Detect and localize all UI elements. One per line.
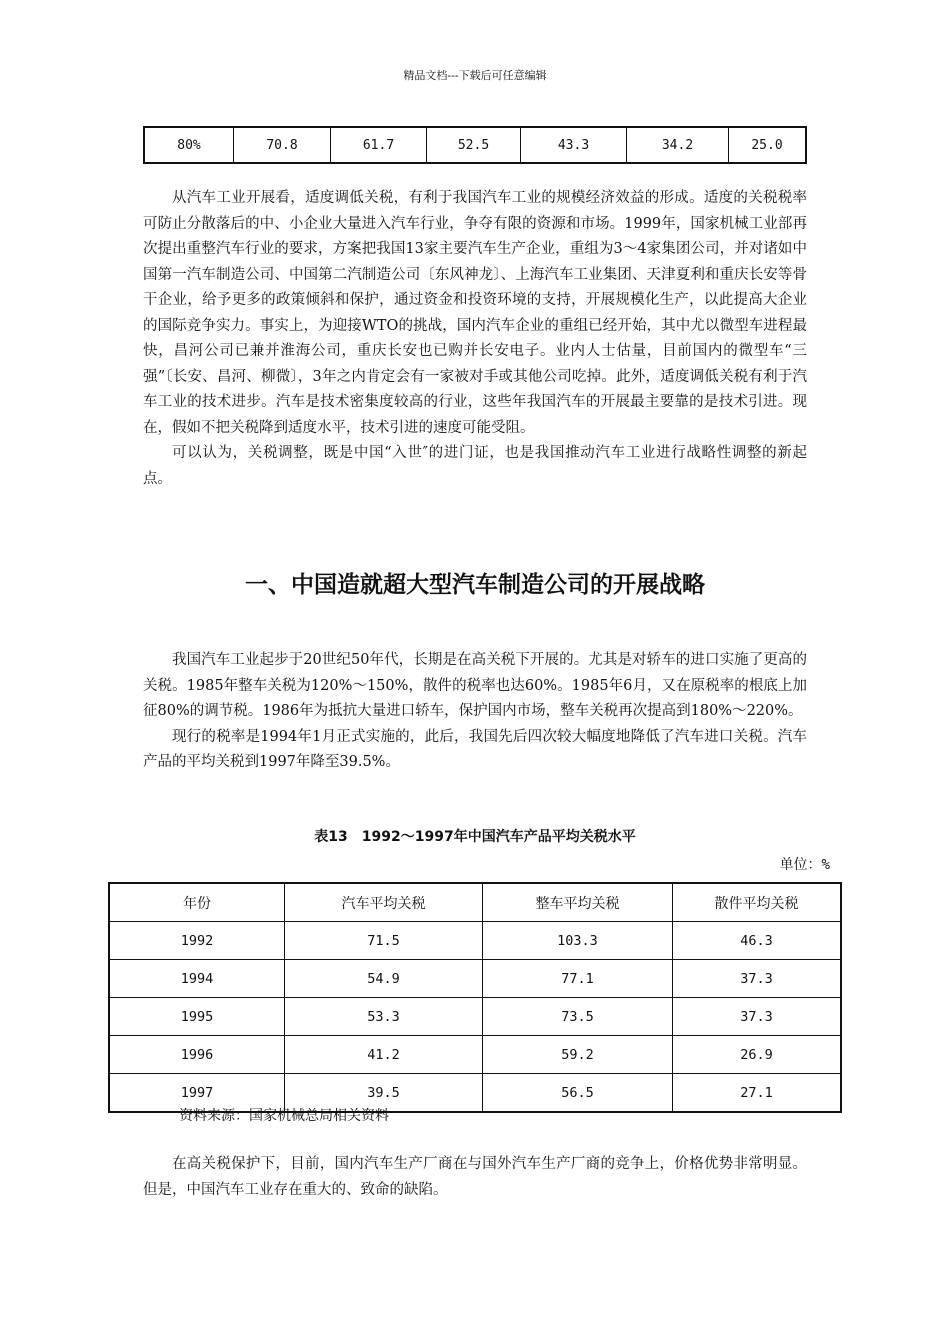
table-cell: 61.7 <box>331 127 427 163</box>
table-cell: 52.5 <box>427 127 521 163</box>
table-cell: 25.0 <box>729 127 807 163</box>
table-unit: 单位：% <box>779 857 830 873</box>
table-cell: 103.3 <box>483 922 673 960</box>
table-cell: 39.5 <box>285 1074 483 1113</box>
table-row <box>109 922 841 960</box>
table-cell: 56.5 <box>483 1074 673 1113</box>
table-cell: 1996 <box>109 1036 285 1074</box>
table-cell: 1995 <box>109 998 285 1036</box>
table-cell: 46.3 <box>673 922 842 960</box>
table-cell: 53.3 <box>285 998 483 1036</box>
table-caption: 表13 1992～1997年中国汽车产品平均关税水平 <box>314 829 636 845</box>
page-header: 精品文档---下载后可任意编辑 <box>403 69 547 82</box>
table-cell: 73.5 <box>483 998 673 1036</box>
paragraph: 在高关税保护下，目前，国内汽车生产厂商在与国外汽车生产厂商的竞争上，价格优势非常明显。但是，中国汽车工业存在重大的、致命的缺陷。 <box>143 1156 807 1198</box>
table-source: 资料来源：国家机械总局相关资料 <box>179 1108 389 1124</box>
table-cell: 77.1 <box>483 960 673 998</box>
table-cell: 34.2 <box>627 127 729 163</box>
table-cell: 37.3 <box>673 998 842 1036</box>
table-cell: 37.3 <box>673 960 842 998</box>
table-cell: 80% <box>144 127 234 163</box>
table-cell: 1992 <box>109 922 285 960</box>
body-section-2 <box>143 648 807 776</box>
column-header: 整车平均关税 <box>483 883 673 922</box>
table-row <box>109 998 841 1036</box>
top-table <box>143 126 807 164</box>
table-row <box>109 960 841 998</box>
table-cell: 27.1 <box>673 1074 842 1113</box>
column-header: 散件平均关税 <box>673 883 842 922</box>
tariff-table <box>108 882 842 1113</box>
paragraph: 可以认为，关税调整，既是中国“入世″的进门证，也是我国推动汽车工业进行战略性调整的新起点。 <box>143 445 807 487</box>
column-header: 年份 <box>109 883 285 922</box>
section-title: 一、中国造就超大型汽车制造公司的开展战略 <box>245 572 705 598</box>
table-row <box>109 1036 841 1074</box>
table-cell: 71.5 <box>285 922 483 960</box>
table-cell: 1994 <box>109 960 285 998</box>
body-section-1 <box>143 186 807 492</box>
closing-section <box>143 1152 807 1203</box>
paragraph: 我国汽车工业起步于20世纪50年代，长期是在高关税下开展的。尤其是对轿车的进口实施了更高的关税。1985年整车关税为120%～150%，散件的税率也达60%。1985年6月，又在原税率的根底上加征80%的调节税。1986年为抵抗大量进口轿车，保护国内市场，整车关税再次提高到180%～220%。 <box>143 652 807 719</box>
table-cell: 70.8 <box>234 127 331 163</box>
table-cell: 1997 <box>109 1074 285 1113</box>
table-header-row <box>109 883 841 922</box>
paragraph: 现行的税率是1994年1月正式实施的，此后，我国先后四次较大幅度地降低了汽车进口关税。汽车产品的平均关税到1997年降至39.5%。 <box>143 728 807 770</box>
table-cell: 43.3 <box>521 127 627 163</box>
table-cell: 59.2 <box>483 1036 673 1074</box>
table-row <box>144 127 806 163</box>
table-cell: 54.9 <box>285 960 483 998</box>
table-cell: 26.9 <box>673 1036 842 1074</box>
column-header: 汽车平均关税 <box>285 883 483 922</box>
paragraph: 从汽车工业开展看，适度调低关税，有利于我国汽车工业的规模经济效益的形成。适度的关税税率可防止分散落后的中、小企业大量进入汽车行业，争夺有限的资源和市场。1999年，国家机械工业部再次提出重整汽车行业的要求，方案把我国13家主要汽车生产企业，重组为3～4家集团公司，并对诸如中国第一汽车制造公司、中国第二汽制造公司〔东风神龙〕、上海汽车工业集团、天津夏利和重庆长安等骨干企业，给予更多的政策倾斜和保护，通过资金和投资环境的支持，开展规模化生产，以此提高大企业的国际竞争实力。事实上，为迎接WTO的挑战，国内汽车企业的重组已经开始，其中尤以微型车进程最快，昌河公司已兼并淮海公司，重庆长安也已购并长安电子。业内人士估量，目前国内的微型车“三强”〔长安、昌河、柳微〕，3年之内肯定会有一家被对手或其他公司吃掉。此外，适度调低关税有利于汽车工业的技术进步。汽车是技术密集度较高的行业，这些年我国汽车的开展最主要靠的是技术引进。现在，假如不把关税降到适度水平，技术引进的速度可能受阻。 <box>143 190 807 436</box>
table-cell: 41.2 <box>285 1036 483 1074</box>
